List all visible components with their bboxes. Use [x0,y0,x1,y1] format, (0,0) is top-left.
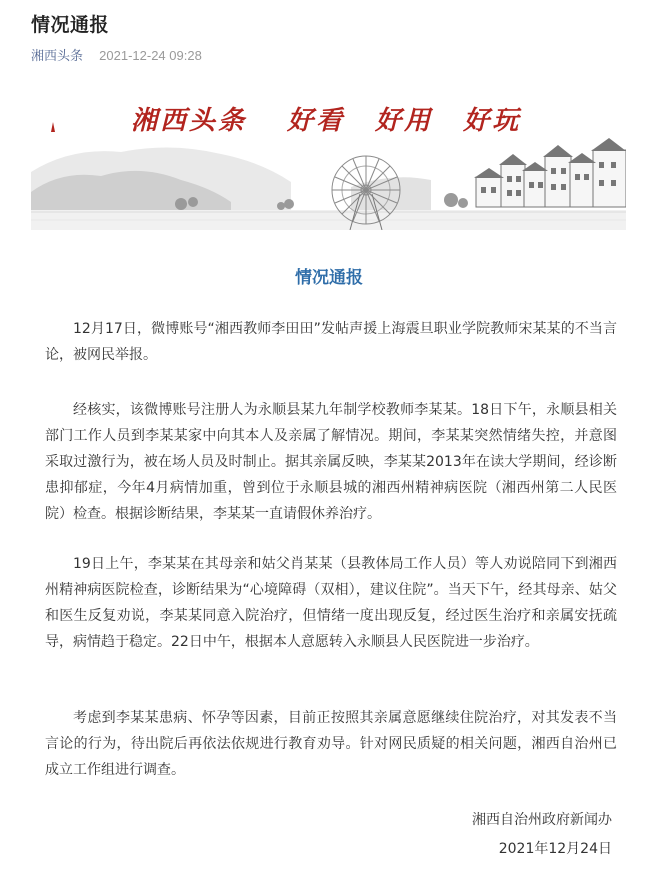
paragraph-4 [45,705,617,783]
account-link[interactable]: 湘西头条 [31,49,84,64]
paragraph-1 [45,316,617,368]
article-title: 情况通报 [31,14,110,36]
article-meta [31,45,202,64]
paragraph-3-text: 19日上午，李某某在其母亲和姑父肖某某（县教体局工作人员）等人劝说陪同下到湘西州精神病医院检查，诊断结果为“心境障碍（双相），建议住院”。当天下午，经其母亲、姑父和医生反复劝说，李某某同意入院治疗，但情绪一度出现反复，经过医生治疗和亲属安抚疏导，病情趋于稳定。22日中午，根据本人意愿转入永顺县人民医院进一步治疗。 [45,556,617,650]
paragraph-1-text: 12月17日，微博账号“湘西教师李田田”发帖声援上海震旦职业学院教师宋某某的不当言论，被网民举报。 [45,321,617,363]
banner-slogan-3: 好玩 [463,106,522,136]
banner-slogan-1: 好看 [287,106,346,136]
sign-date: 2021年12月24日 [498,841,612,857]
banner-image [31,92,626,230]
paragraph-3 [45,551,617,655]
banner-slogan-2: 好用 [375,106,434,136]
paragraph-2-text: 经核实，该微博账号注册人为永顺县某九年制学校教师李某某。18日下午，永顺县相关部门工作人员到李某某家中向其本人及亲属了解情况。期间，李某某突然情绪失控，并意图采取过激行为，被在场人员及时制止。据其亲属反映，李某某2013年在读大学期间，经诊断患抑郁症，今年4月病情加重，曾到位于永顺县城的湘西州精神病医院（湘西州第二人民医院）检查。根据诊断结果，李某某一直请假休养治疗。 [45,402,617,522]
paragraph-4-text: 考虑到李某某患病、怀孕等因素，目前正按照其亲属意愿继续住院治疗，对其发表不当言论的行为，待出院后再依法依规进行教育劝导。针对网民质疑的相关问题，湘西自治州已成立工作组进行调查。 [45,710,617,778]
publish-date: 2021-12-24 09:28 [99,48,202,63]
banner-slogan [131,100,521,137]
signature: 湘西自治州政府新闻办 [472,812,612,828]
notice-heading: 情况通报 [295,268,363,288]
banner-brand: 湘西头条 [131,106,248,136]
paragraph-2 [45,397,617,527]
